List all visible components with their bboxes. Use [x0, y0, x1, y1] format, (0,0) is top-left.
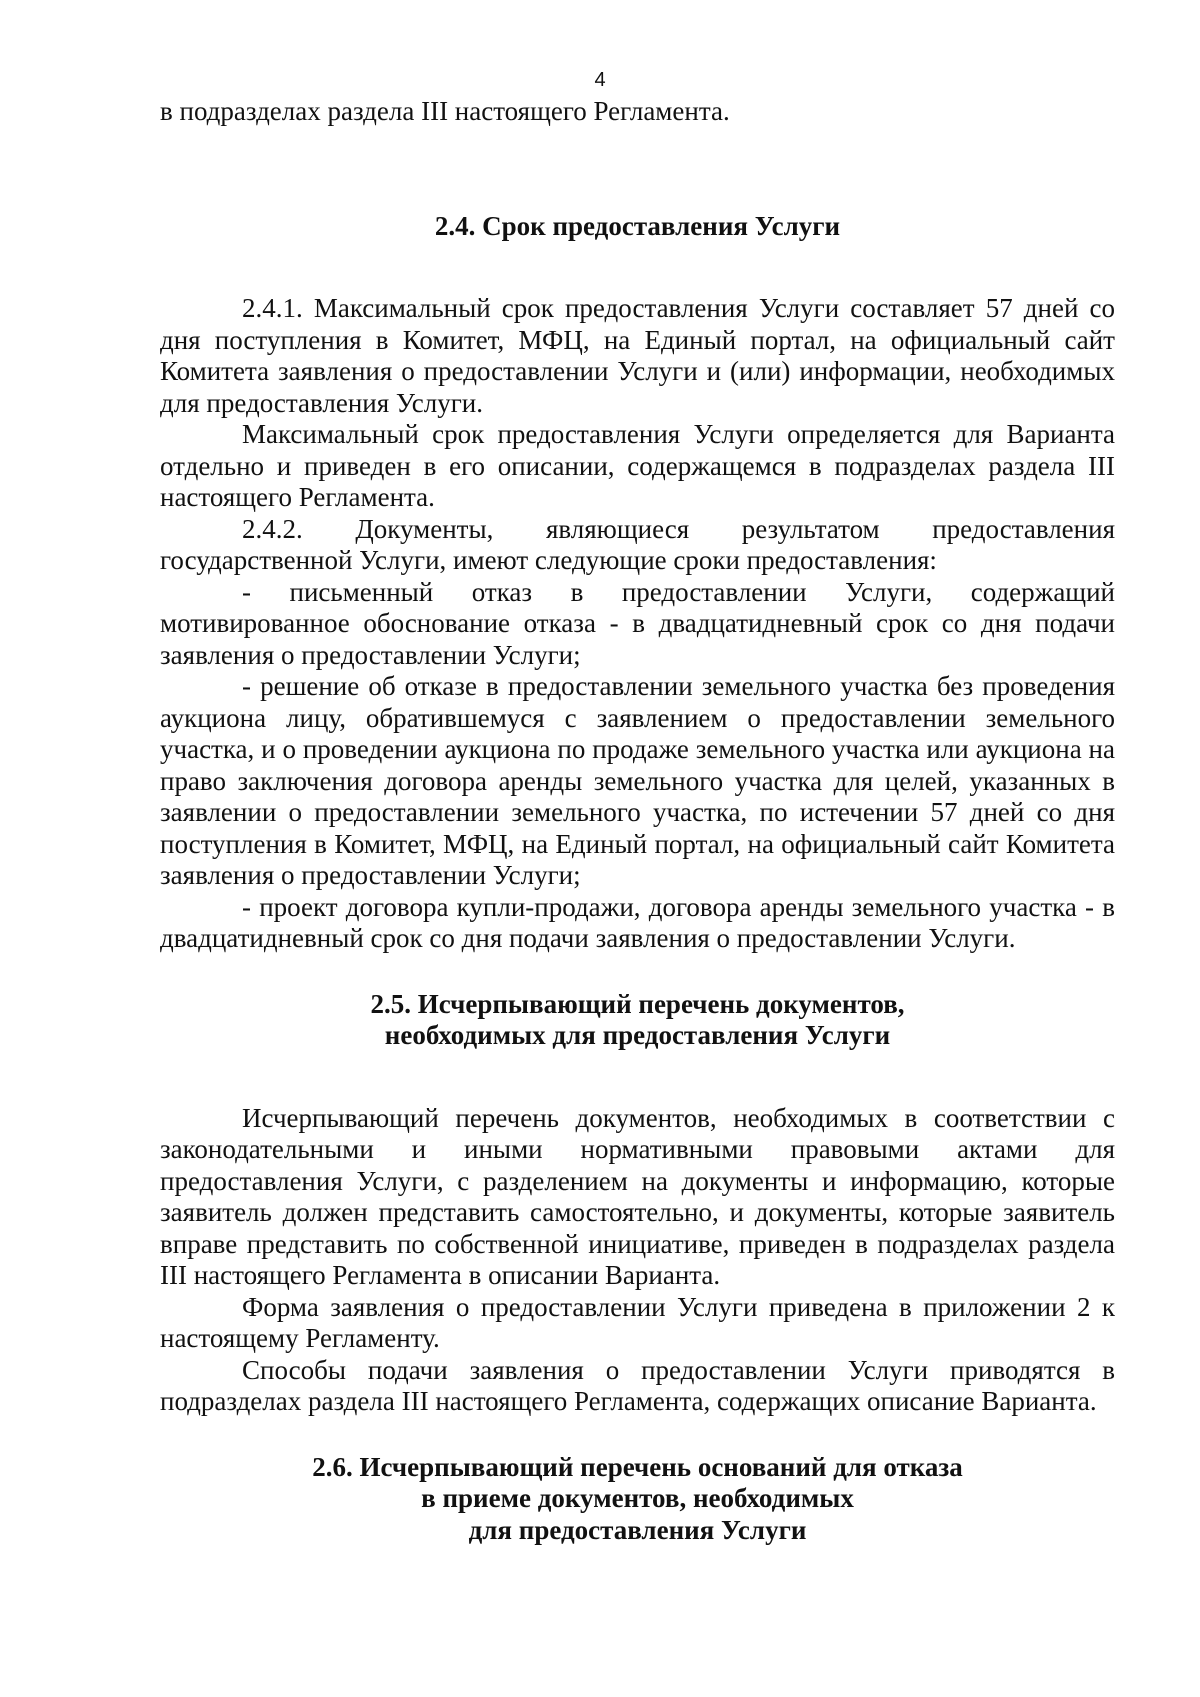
document-body: [160, 96, 1115, 1546]
paragraph-2-4-1: 2.4.1. Максимальный срок предоставления Услуги составляет 57 дней со дня поступления в Комитет, МФЦ, на Единый портал, на официальный сайт Комитета заявления о предоставлении Услуги и (или) информации, необходимых для предоставления Услуги.: [160, 293, 1115, 418]
paragraph-application-form: Форма заявления о предоставлении Услуги приведена в приложении 2 к настоящему Регламенту.: [160, 1291, 1115, 1353]
section-2-5-heading-line: необходимых для предоставления Услуги: [384, 1020, 891, 1050]
paragraph-2-4-2: 2.4.2. Документы, являющиеся результатом предоставления государственной Услуги, имеют следующие сроки предоставления:: [160, 513, 1115, 575]
section-2-4-heading: 2.4. Срок предоставления Услуги: [434, 210, 841, 241]
section-2-5-heading: [160, 989, 1115, 1052]
list-item-draft-contract: - проект договора купли-продажи, договора аренды земельного участка - в двадцатидневный срок со дня подачи заявления о предоставлении Услуги.: [160, 891, 1115, 953]
section-2-6-heading-line: для предоставления Услуги: [468, 1514, 807, 1545]
paragraph-submission-methods: Способы подачи заявления о предоставлении Услуги приводятся в подразделах раздела III настоящего Регламента, содержащих описание Варианта.: [160, 1354, 1115, 1416]
paragraph-max-term-variant: Максимальный срок предоставления Услуги определяется для Варианта отдельно и приведен в его описании, содержащемся в подразделах раздела III настоящего Регламента.: [160, 419, 1115, 512]
section-2-5-heading-line: 2.5. Исчерпывающий перечень документов,: [370, 988, 905, 1019]
section-2-6-heading: [160, 1452, 1115, 1547]
continuation-line: в подразделах раздела III настоящего Регламента.: [160, 96, 730, 126]
list-item-written-refusal: - письменный отказ в предоставлении Услуги, содержащий мотивированное обоснование отказа - в двадцатидневный срок со дня подачи заявления о предоставлении Услуги;: [160, 576, 1115, 670]
section-2-6-heading-line: в приеме документов, необходимых: [421, 1483, 854, 1513]
section-2-6-heading-line: 2.6. Исчерпывающий перечень оснований для отказа: [312, 1451, 963, 1482]
paragraph-documents-list: Исчерпывающий перечень документов, необходимых в соответствии с законодательными и иными нормативными правовыми актами для предоставления Услуги, с разделением на документы и информацию, которые заявитель должен представить самостоятельно, и документы, которые заявитель вправе представить по собственной инициативе, приведен в подразделах раздела III настоящего Регламента в описании Варианта.: [160, 1102, 1115, 1290]
page-number: 4: [594, 69, 606, 91]
list-item-refusal-decision: - решение об отказе в предоставлении земельного участка без проведения аукциона лицу, обратившемуся с заявлением о предоставлении земельного участка, и о проведении аукциона по продаже земельного участка или аукциона на право заключения договора аренды земельного участка для целей, указанных в заявлении о предоставлении земельного участка, по истечении 57 дней со дня поступления в Комитет, МФЦ, на Единый портал, на официальный сайт Комитета заявления о предоставлении Услуги;: [160, 671, 1115, 890]
